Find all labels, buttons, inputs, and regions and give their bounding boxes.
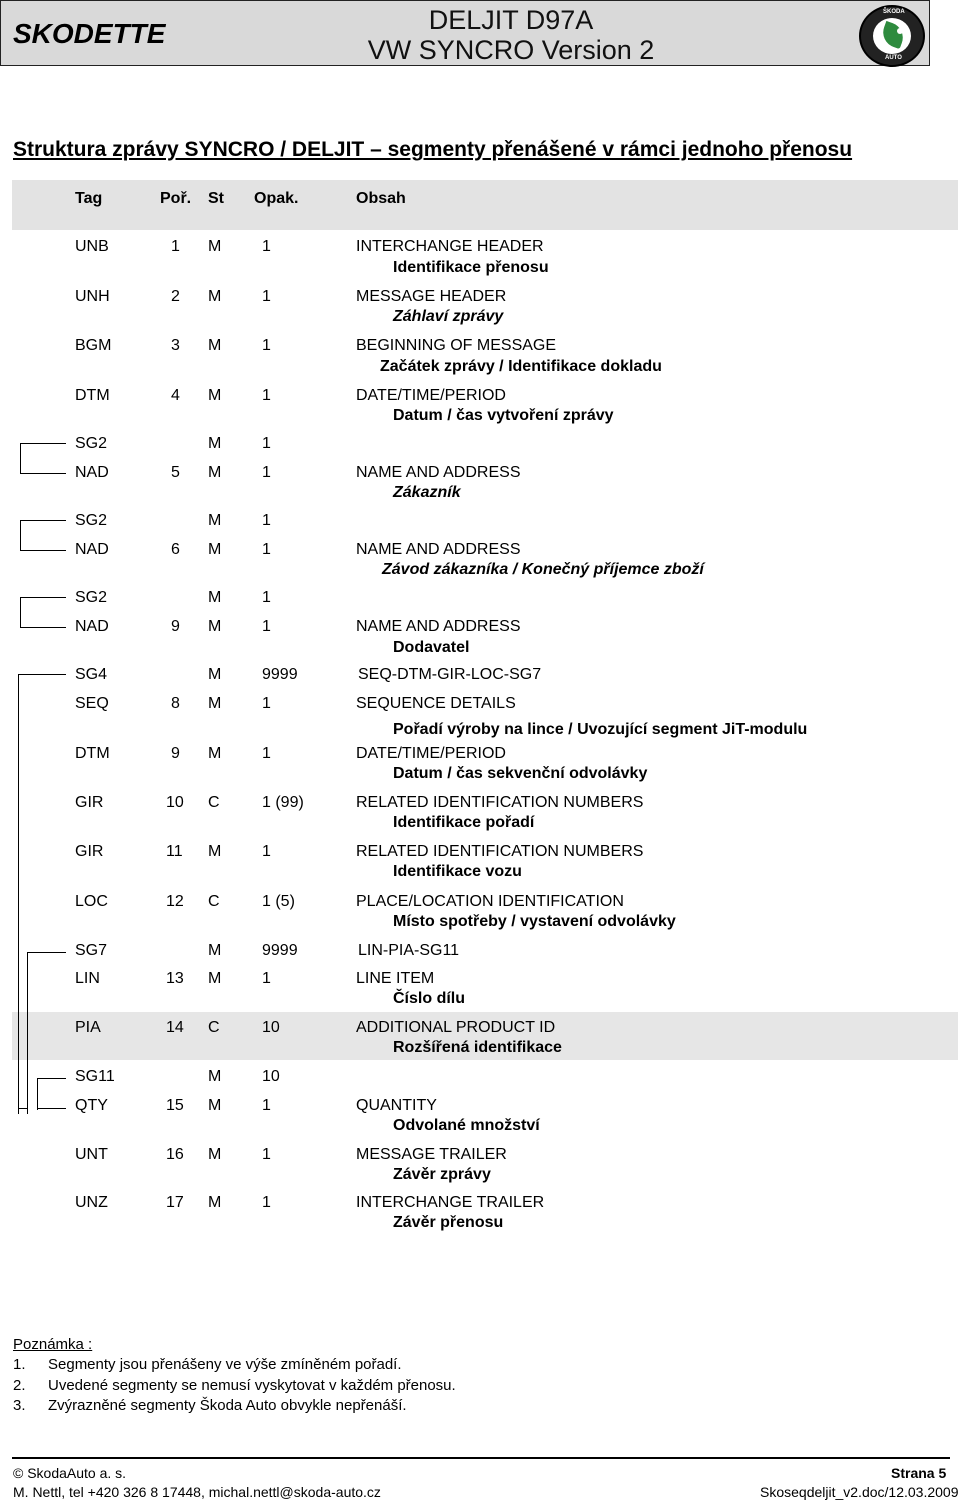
row-opakovani: 1	[262, 970, 271, 987]
row-obsah: NAME AND ADDRESS	[356, 618, 521, 635]
row-poradi: 13	[166, 970, 184, 987]
row-obsah: RELATED IDENTIFICATION NUMBERS	[356, 843, 644, 860]
row-tag: SG11	[75, 1068, 115, 1085]
row-poradi: 11	[166, 843, 183, 860]
footer-divider	[12, 1457, 950, 1459]
row-status: M	[208, 843, 222, 860]
row-tag: UNT	[75, 1146, 108, 1163]
tree-line	[20, 520, 66, 521]
row-opakovani: 1	[262, 843, 271, 860]
row-opakovani: 1	[262, 589, 271, 606]
row-tag: UNB	[75, 238, 109, 255]
row-tag: LIN	[75, 970, 100, 987]
row-status: M	[208, 1097, 222, 1114]
row-poradi: 17	[166, 1194, 184, 1211]
row-description: Závěr zprávy	[393, 1166, 491, 1183]
row-status: M	[208, 1194, 222, 1211]
row-tag: SEQ	[75, 695, 109, 712]
row-obsah: LIN-PIA-SG11	[358, 942, 460, 959]
row-poradi: 16	[166, 1146, 184, 1163]
column-header-row	[12, 180, 958, 230]
tree-line	[18, 674, 19, 1114]
row-status: M	[208, 695, 222, 712]
row-poradi: 6	[171, 541, 180, 558]
footer-page-number: Strana 5	[891, 1465, 947, 1481]
tree-line	[18, 674, 66, 675]
logo-text-bottom: AUTO	[885, 55, 902, 61]
row-poradi: 1	[171, 238, 180, 255]
row-opakovani: 1	[262, 288, 271, 305]
row-tag: SG2	[75, 435, 108, 452]
row-poradi: 15	[166, 1097, 184, 1114]
row-description: Začátek zprávy / Identifikace dokladu	[380, 358, 662, 375]
row-poradi: 8	[171, 695, 180, 712]
row-status: M	[208, 1068, 222, 1085]
row-obsah: BEGINNING OF MESSAGE	[356, 337, 557, 354]
row-description: Místo spotřeby / vystavení odvolávky	[393, 913, 676, 930]
row-status: M	[208, 512, 222, 529]
row-opakovani: 1	[262, 512, 271, 529]
row-obsah: SEQUENCE DETAILS	[356, 695, 516, 712]
row-tag: SG4	[75, 666, 108, 683]
tree-line	[20, 520, 21, 550]
row-obsah: DATE/TIME/PERIOD	[356, 745, 506, 762]
row-status: M	[208, 541, 222, 558]
row-poradi: 9	[171, 745, 180, 762]
tree-line	[20, 443, 21, 473]
row-tag: PIA	[75, 1019, 101, 1036]
row-opakovani: 1	[262, 387, 271, 404]
tree-line	[18, 1108, 28, 1109]
row-obsah: QUANTITY	[356, 1097, 437, 1114]
row-poradi: 4	[171, 387, 180, 404]
row-tag: QTY	[75, 1097, 108, 1114]
column-opakovani: Opak.	[254, 190, 299, 207]
logo-wing-circle	[873, 18, 911, 54]
row-tag: NAD	[75, 618, 109, 635]
row-obsah: LINE ITEM	[356, 970, 435, 987]
row-opakovani: 1	[262, 695, 271, 712]
row-status: C	[208, 1019, 220, 1036]
company-name: SKODETTE	[13, 18, 166, 49]
row-obsah: RELATED IDENTIFICATION NUMBERS	[356, 794, 644, 811]
logo-eye	[897, 28, 903, 34]
row-status: M	[208, 387, 222, 404]
row-tag: GIR	[75, 794, 104, 811]
row-obsah: INTERCHANGE TRAILER	[356, 1194, 545, 1211]
row-obsah: ADDITIONAL PRODUCT ID	[356, 1019, 556, 1036]
header-bar	[0, 0, 930, 66]
row-description: Pořadí výroby na lince / Uvozující segment JiT-modulu	[393, 721, 808, 738]
row-status: M	[208, 238, 222, 255]
document-title: Struktura zprávy SYNCRO / DELJIT – segmenty přenášené v rámci jednoho přenosu	[13, 138, 853, 161]
row-description: Záhlaví zprávy	[393, 308, 504, 325]
tree-line	[20, 443, 66, 444]
footer-file-name: Skoseqdeljit_v2.doc/12.03.2009	[760, 1484, 959, 1500]
row-description: Závěr přenosu	[393, 1214, 504, 1231]
row-obsah: NAME AND ADDRESS	[356, 541, 521, 558]
row-poradi: 14	[166, 1019, 184, 1036]
row-tag: UNZ	[75, 1194, 108, 1211]
row-tag: SG2	[75, 589, 108, 606]
row-tag: SG2	[75, 512, 108, 529]
column-status: St	[208, 190, 224, 207]
tree-line	[20, 597, 21, 627]
column-tag: Tag	[75, 190, 103, 207]
row-opakovani: 1	[262, 435, 271, 452]
tree-line	[27, 952, 28, 1114]
tree-line	[27, 952, 66, 953]
row-obsah: SEQ-DTM-GIR-LOC-SG7	[358, 666, 542, 683]
row-description: Číslo dílu	[393, 990, 465, 1007]
row-tag: GIR	[75, 843, 104, 860]
row-opakovani: 10	[262, 1019, 280, 1036]
row-poradi: 3	[171, 337, 180, 354]
row-status: M	[208, 464, 222, 481]
row-status: M	[208, 288, 222, 305]
footer-copyright: © SkodaAuto a. s.	[13, 1465, 127, 1481]
row-poradi: 5	[171, 464, 180, 481]
row-status: M	[208, 745, 222, 762]
skoda-logo-icon	[859, 5, 925, 67]
row-obsah: NAME AND ADDRESS	[356, 464, 521, 481]
row-opakovani: 9999	[262, 942, 298, 959]
row-opakovani: 9999	[262, 666, 298, 683]
row-opakovani: 1	[262, 1146, 271, 1163]
row-opakovani: 1	[262, 1194, 271, 1211]
row-poradi: 12	[166, 893, 184, 910]
row-tag: SG7	[75, 942, 108, 959]
row-opakovani: 1	[262, 618, 271, 635]
row-status: M	[208, 589, 222, 606]
logo-text-top: ŠKODA	[883, 9, 905, 15]
header-subtitle: VW SYNCRO Version 2	[367, 35, 655, 65]
note-text: Zvýrazněné segmenty Škoda Auto obvykle nepřenáší.	[48, 1397, 407, 1414]
row-status: M	[208, 1146, 222, 1163]
footer-contact: M. Nettl, tel +420 326 8 17448, michal.nettl@skoda-auto.cz	[13, 1484, 381, 1500]
note-number: 2.	[13, 1377, 26, 1394]
row-opakovani: 1	[262, 337, 271, 354]
row-obsah: DATE/TIME/PERIOD	[356, 387, 506, 404]
row-tag: NAD	[75, 464, 109, 481]
row-description: Dodavatel	[393, 639, 470, 656]
note-text: Segmenty jsou přenášeny ve výše zmíněném pořadí.	[48, 1356, 402, 1373]
row-opakovani: 1	[262, 464, 271, 481]
tree-line	[33, 473, 66, 474]
winged-arrow-icon	[879, 21, 907, 49]
row-poradi: 2	[171, 288, 180, 305]
row-obsah: MESSAGE HEADER	[356, 288, 507, 305]
row-opakovani: 1	[262, 238, 271, 255]
row-description: Identifikace pořadí	[393, 814, 535, 831]
tree-line	[33, 627, 66, 628]
row-description: Závod zákazníka / Konečný příjemce zboží	[382, 561, 704, 578]
row-opakovani: 1	[262, 541, 271, 558]
row-status: M	[208, 970, 222, 987]
row-description: Datum / čas sekvenční odvolávky	[393, 765, 648, 782]
row-obsah: INTERCHANGE HEADER	[356, 238, 544, 255]
tree-line	[20, 597, 66, 598]
row-status: C	[208, 794, 220, 811]
row-tag: LOC	[75, 893, 108, 910]
row-description: Zákazník	[393, 484, 461, 501]
row-opakovani: 1	[262, 745, 271, 762]
row-tag: DTM	[75, 387, 110, 404]
note-text: Uvedené segmenty se nemusí vyskytovat v každém přenosu.	[48, 1377, 456, 1394]
row-tag: DTM	[75, 745, 110, 762]
column-poradi: Poř.	[160, 190, 192, 207]
row-status: C	[208, 893, 220, 910]
row-tag: UNH	[75, 288, 110, 305]
row-opakovani: 1 (99)	[262, 794, 304, 811]
notes-title: Poznámka :	[13, 1336, 93, 1353]
tree-line	[37, 1078, 38, 1110]
row-opakovani: 1	[262, 1097, 271, 1114]
row-opakovani: 10	[262, 1068, 280, 1085]
row-obsah: MESSAGE TRAILER	[356, 1146, 507, 1163]
row-status: M	[208, 435, 222, 452]
row-tag: NAD	[75, 541, 109, 558]
note-number: 1.	[13, 1356, 26, 1373]
row-description: Rozšířená identifikace	[393, 1039, 562, 1056]
row-description: Odvolané množství	[393, 1117, 540, 1134]
row-opakovani: 1 (5)	[262, 893, 295, 910]
row-tag: BGM	[75, 337, 112, 354]
header-title: DELJIT D97A	[428, 5, 594, 35]
tree-line	[37, 1078, 66, 1079]
row-status: M	[208, 618, 222, 635]
row-status: M	[208, 337, 222, 354]
row-obsah: PLACE/LOCATION IDENTIFICATION	[356, 893, 624, 910]
column-obsah: Obsah	[356, 190, 406, 207]
row-description: Identifikace vozu	[393, 863, 522, 880]
row-status: M	[208, 666, 222, 683]
row-status: M	[208, 942, 222, 959]
tree-line	[33, 550, 66, 551]
row-poradi: 10	[166, 794, 184, 811]
row-poradi: 9	[171, 618, 180, 635]
tree-line	[37, 1108, 66, 1109]
row-description: Identifikace přenosu	[393, 259, 549, 276]
note-number: 3.	[13, 1397, 26, 1414]
row-description: Datum / čas vytvoření zprávy	[393, 407, 614, 424]
